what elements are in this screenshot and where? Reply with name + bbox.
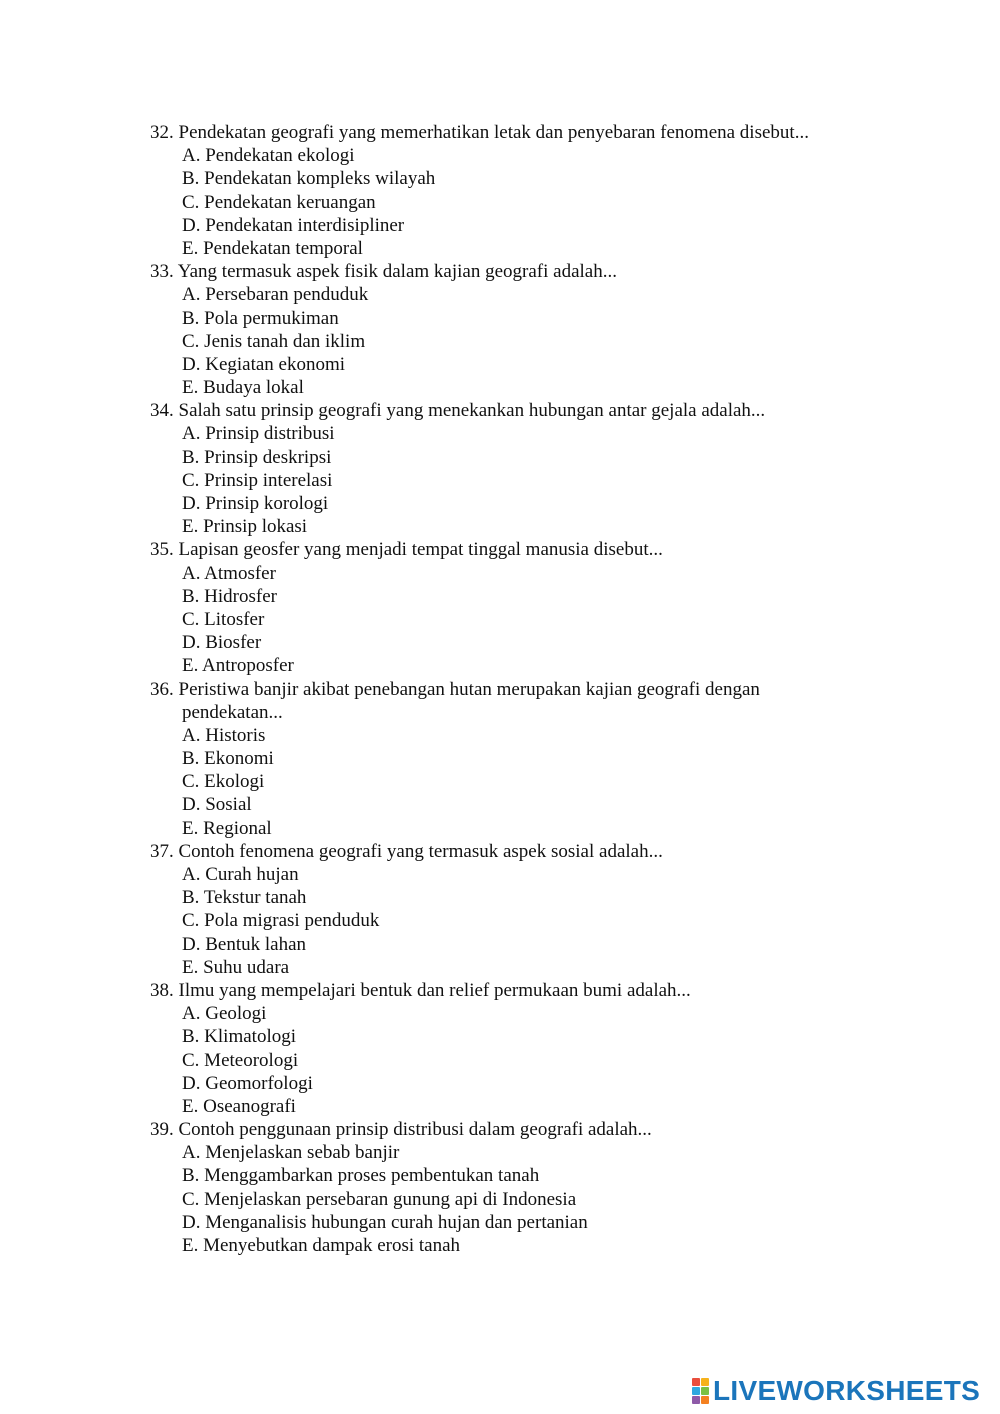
- answer-option[interactable]: D. Pendekatan interdisipliner: [182, 214, 405, 236]
- answer-option[interactable]: E. Antroposfer: [182, 655, 294, 677]
- question-text-line: Ilmu yang mempelajari bentuk dan relief permukaan bumi adalah...: [178, 979, 691, 1001]
- answer-option[interactable]: E. Pendekatan temporal: [182, 237, 363, 259]
- question-text: [0, 1118, 1000, 1141]
- answer-option[interactable]: E. Prinsip lokasi: [182, 516, 308, 538]
- question-text-line: Contoh penggunaan prinsip distribusi dalam geografi adalah...: [178, 1119, 652, 1141]
- answer-option[interactable]: B. Klimatologi: [182, 1026, 296, 1048]
- answer-option[interactable]: A. Menjelaskan sebab banjir: [182, 1142, 400, 1164]
- logo-square: [701, 1396, 709, 1404]
- answer-option[interactable]: D. Bentuk lahan: [182, 933, 307, 955]
- logo-square: [701, 1378, 709, 1386]
- question-text-line: Lapisan geosfer yang menjadi tempat tinggal manusia disebut...: [178, 539, 663, 561]
- answer-option[interactable]: B. Hidrosfer: [182, 585, 277, 607]
- logo-square: [701, 1387, 709, 1395]
- question-number: 39.: [150, 1119, 174, 1141]
- question-33: [0, 260, 1000, 399]
- question-text-line: Salah satu prinsip geografi yang menekankan hubungan antar gejala adalah...: [178, 400, 766, 422]
- answer-option[interactable]: B. Ekonomi: [182, 748, 274, 770]
- answer-option[interactable]: C. Meteorologi: [182, 1049, 299, 1071]
- answer-option[interactable]: C. Ekologi: [182, 771, 265, 793]
- answer-option[interactable]: A. Pendekatan ekologi: [182, 145, 355, 167]
- answer-option[interactable]: C. Pendekatan keruangan: [182, 191, 376, 213]
- answer-option[interactable]: C. Menjelaskan persebaran gunung api di Indonesia: [182, 1188, 577, 1210]
- answer-option[interactable]: D. Prinsip korologi: [182, 493, 329, 514]
- logo-text: LIVEWORKSHEETS: [713, 1375, 981, 1406]
- answer-option[interactable]: B. Pola permukiman: [182, 307, 339, 329]
- question-number: 38.: [150, 979, 174, 1001]
- answer-option[interactable]: B. Prinsip deskripsi: [182, 446, 332, 468]
- answer-option[interactable]: D. Geomorfologi: [182, 1072, 313, 1094]
- question-number: 37.: [150, 840, 174, 862]
- question-text: [0, 678, 1000, 701]
- answer-option[interactable]: A. Atmosfer: [182, 562, 276, 584]
- answer-option[interactable]: A. Geologi: [182, 1003, 267, 1025]
- answer-option[interactable]: E. Suhu udara: [182, 956, 290, 978]
- question-32: [0, 121, 1000, 260]
- question-37: [0, 840, 1000, 979]
- question-number: 36.: [150, 678, 174, 700]
- question-text: [0, 260, 1000, 283]
- answer-option[interactable]: A. Persebaran penduduk: [182, 284, 369, 306]
- question-38: [0, 979, 1000, 1118]
- question-text: [0, 399, 1000, 422]
- question-text-line: pendekatan...: [182, 701, 283, 723]
- question-text-line: Yang termasuk aspek fisik dalam kajian geografi adalah...: [177, 261, 617, 283]
- question-39: [0, 1118, 1000, 1257]
- question-text-line: Contoh fenomena geografi yang termasuk aspek sosial adalah...: [178, 840, 663, 862]
- question-35: [0, 538, 1000, 677]
- question-number: 34.: [150, 400, 174, 422]
- answer-option[interactable]: C. Litosfer: [182, 608, 265, 630]
- logo-square: [692, 1396, 700, 1404]
- question-text-continued: [0, 701, 1000, 724]
- question-36: [0, 678, 1000, 840]
- question-text: [0, 538, 1000, 561]
- question-number: 35.: [150, 539, 174, 561]
- answer-option[interactable]: C. Prinsip interelasi: [182, 469, 333, 491]
- logo-square: [692, 1378, 700, 1386]
- question-text-line: Peristiwa banjir akibat penebangan hutan merupakan kajian geografi dengan: [178, 678, 760, 700]
- answer-option[interactable]: D. Sosial: [182, 794, 252, 816]
- answer-option[interactable]: A. Historis: [182, 724, 266, 746]
- answer-option[interactable]: E. Menyebutkan dampak erosi tanah: [182, 1235, 461, 1256]
- answer-option[interactable]: D. Kegiatan ekonomi: [182, 353, 346, 375]
- question-34: [0, 399, 1000, 538]
- logo-square: [692, 1387, 700, 1395]
- question-text: [0, 121, 1000, 144]
- question-text: [0, 979, 1000, 1002]
- answer-option[interactable]: D. Menganalisis hubungan curah hujan dan pertanian: [182, 1211, 588, 1233]
- answer-option[interactable]: B. Pendekatan kompleks wilayah: [182, 168, 436, 190]
- answer-option[interactable]: C. Pola migrasi penduduk: [182, 910, 380, 932]
- answer-option[interactable]: B. Menggambarkan proses pembentukan tanah: [182, 1165, 540, 1187]
- question-number: 33.: [150, 261, 174, 283]
- answer-option[interactable]: A. Prinsip distribusi: [182, 423, 335, 445]
- answer-option[interactable]: E. Regional: [182, 817, 272, 839]
- question-text-line: Pendekatan geografi yang memerhatikan letak dan penyebaran fenomena disebut...: [178, 122, 809, 143]
- liveworksheets-logo-icon: [692, 1378, 710, 1404]
- question-number: 32.: [150, 122, 174, 143]
- liveworksheets-logo: [692, 1376, 980, 1406]
- worksheet: [0, 121, 1000, 1257]
- answer-option[interactable]: E. Budaya lokal: [182, 377, 304, 399]
- question-text: [0, 840, 1000, 863]
- answer-option[interactable]: A. Curah hujan: [182, 864, 299, 885]
- answer-option[interactable]: E. Oseanografi: [182, 1095, 296, 1117]
- answer-option[interactable]: C. Jenis tanah dan iklim: [182, 330, 366, 352]
- answer-option[interactable]: D. Biosfer: [182, 632, 262, 654]
- answer-option[interactable]: B. Tekstur tanah: [182, 887, 307, 909]
